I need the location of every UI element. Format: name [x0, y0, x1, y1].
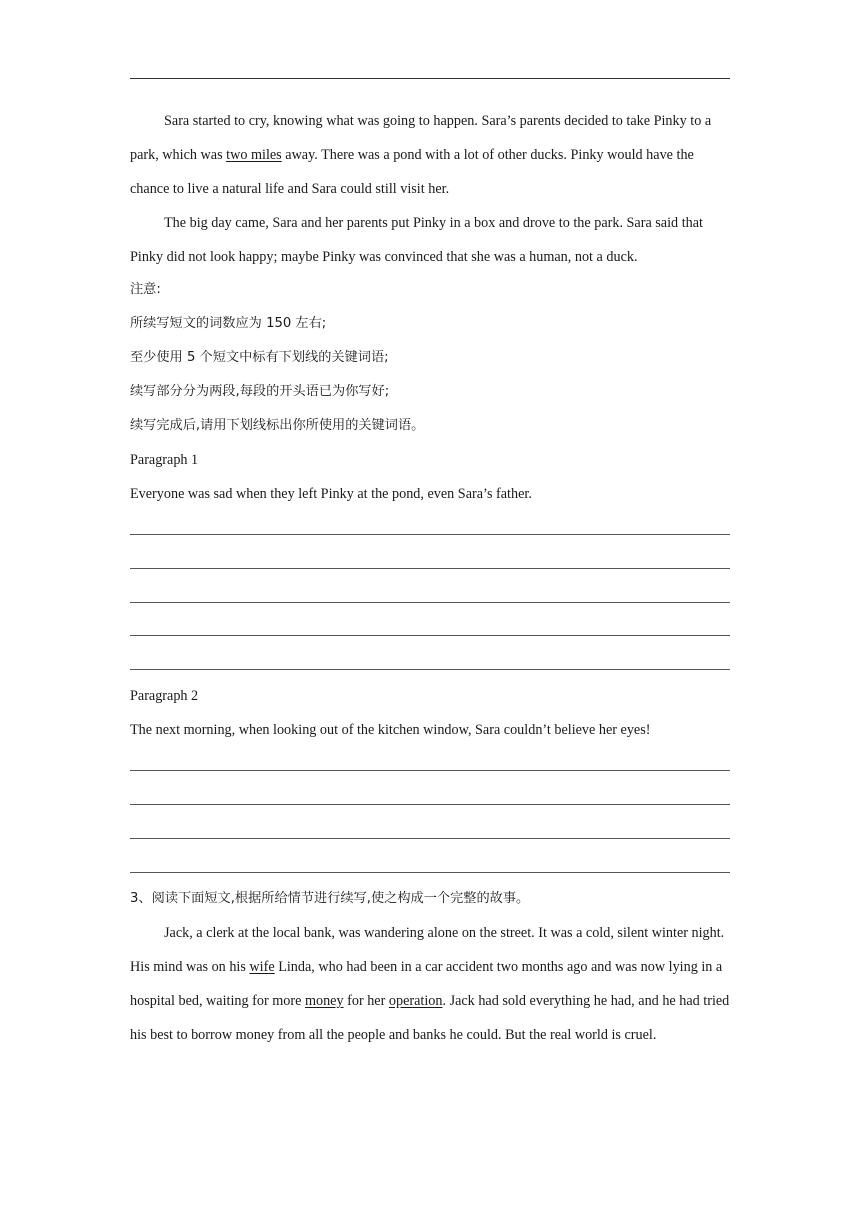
passage-paragraph-1 — [130, 104, 730, 206]
writing-line[interactable] — [130, 534, 730, 535]
notes-block — [130, 273, 730, 511]
keyword-wife: wife — [249, 959, 275, 975]
passage-text: Jack, a clerk at the local bank, was wandering alone on the street. It was a cold, silent winter night. His mind was on his — [130, 925, 725, 975]
writing-line[interactable] — [130, 872, 730, 873]
paragraph-1-opening: Everyone was sad when they left Pinky at the pond, even Sara’s father. — [130, 486, 532, 502]
passage-text: . Jack had sold everything he had, and he had tried his best to borrow money from all the people and banks he could. But the real world is cruel. — [130, 993, 730, 1043]
passage-text: away. There was a pond with a lot of other ducks. Pinky would have the chance to live a natural life and Sara could still visit her. — [130, 147, 694, 197]
passage-text: Linda, who had been in a car accident two months ago and was now lying in a hospital bed, waiting for more — [130, 959, 723, 1009]
note-item: 续写完成后,请用下划线标出你所使用的关键词语。 — [130, 418, 425, 433]
passage-paragraph-2: The big day came, Sara and her parents put Pinky in a box and drove to the park. Sara said that Pinky did not look happy; maybe Pinky was convinced that she was a human, not a duck. — [130, 215, 703, 265]
keyword-money: money — [304, 993, 344, 1009]
passage-text: Sara started to cry, knowing what was going to happen. Sara’s parents decided to take Pinky to a park, which was — [130, 113, 712, 163]
header-rule — [130, 78, 730, 79]
keyword-operation: operation — [388, 993, 443, 1009]
writing-line[interactable] — [130, 568, 730, 569]
passage-text: for her — [343, 993, 389, 1009]
note-item: 续写部分分为两段,每段的开头语已为你写好; — [130, 384, 390, 399]
note-item: 至少使用 5 个短文中标有下划线的关键词语; — [130, 350, 389, 365]
note-item: 所续写短文的词数应为 150 左右; — [130, 316, 327, 331]
writing-line[interactable] — [130, 804, 730, 805]
paragraph-1-heading: Paragraph 1 — [130, 452, 199, 468]
writing-line[interactable] — [130, 770, 730, 771]
question-3-passage — [130, 916, 730, 1052]
paragraph-2-block — [130, 679, 730, 747]
question-3-block — [130, 882, 730, 1052]
keyword-two-miles: two miles — [226, 147, 282, 163]
writing-line[interactable] — [130, 669, 730, 670]
paragraph-2-opening: The next morning, when looking out of the kitchen window, Sara couldn’t believe her eyes! — [130, 722, 651, 738]
passage-block — [130, 104, 730, 274]
notes-heading: 注意: — [130, 282, 161, 297]
writing-line[interactable] — [130, 838, 730, 839]
paragraph-2-heading: Paragraph 2 — [130, 688, 199, 704]
writing-line[interactable] — [130, 602, 730, 603]
question-3-instruction: 3、阅读下面短文,根据所给情节进行续写,使之构成一个完整的故事。 — [130, 891, 530, 906]
writing-line[interactable] — [130, 635, 730, 636]
